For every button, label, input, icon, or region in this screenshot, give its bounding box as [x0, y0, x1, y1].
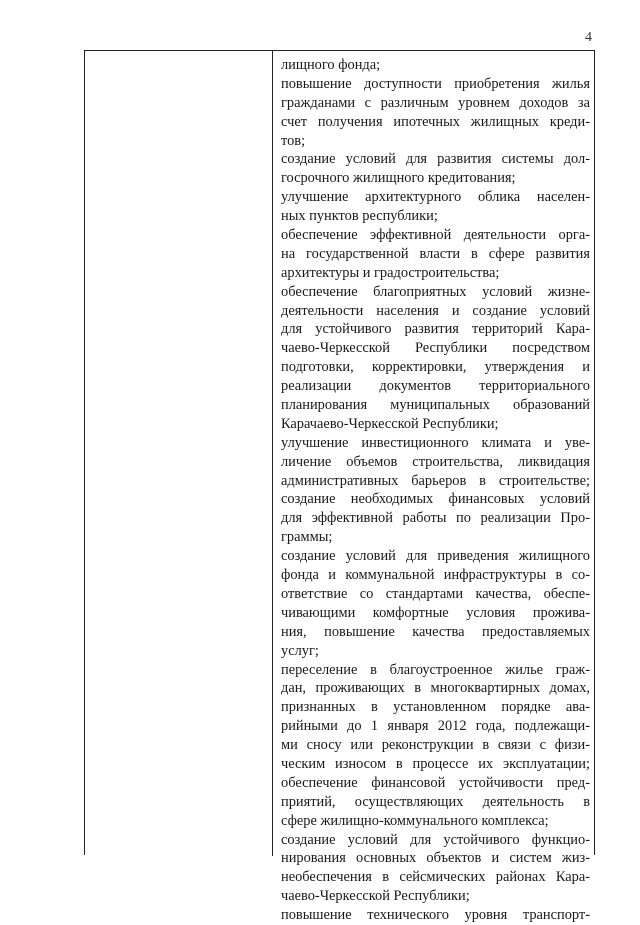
text-line: личение объемов строительства, ликвидация	[281, 453, 590, 470]
text-line: реализации документов территориального	[281, 378, 590, 395]
text-line: чаево-Черкесской Республики;	[281, 888, 470, 905]
text-line: ми сносу или реконструкции в связи с физи-	[281, 737, 590, 754]
text-line: переселение в благоустроенное жилье граж-	[281, 661, 590, 678]
text-line: чивающими комфортные условия прожива-	[281, 604, 590, 621]
text-line: создание условий для развития системы дол-	[281, 151, 590, 168]
text-line: ответствие со стандартами качества, обеспе-	[281, 585, 590, 602]
text-line: приятий, осуществляющих деятельность в	[281, 793, 590, 810]
text-line: ческим износом в процессе их эксплуатации;	[281, 755, 590, 772]
text-line: обеспечение благоприятных условий жизне-	[281, 283, 590, 300]
text-line: подготовки, корректировки, утверждения и	[281, 359, 590, 376]
text-line: обеспечение эффективной деятельности орга-	[281, 227, 590, 244]
text-line: создание необходимых финансовых условий	[281, 491, 590, 508]
text-line: деятельности населения и создание условий	[281, 302, 590, 319]
text-line: создание условий для устойчивого функцио-	[281, 831, 590, 848]
text-line: гражданами с различным уровнем доходов за	[281, 94, 590, 111]
text-line: повышение технического уровня транспорт-	[281, 907, 590, 924]
text-line: ных пунктов республики;	[281, 208, 438, 225]
text-line: Карачаево-Черкесской Республики;	[281, 415, 499, 432]
text-line: нирования основных объектов и систем жиз-	[281, 850, 590, 867]
text-line: административных барьеров в строительстве;	[281, 472, 590, 489]
text-line: фонда и коммунальной инфраструктуры в со-	[281, 567, 590, 584]
column-divider	[272, 51, 273, 856]
text-line: чаево-Черкесской Республики посредством	[281, 340, 590, 357]
text-line: для устойчивого развития территорий Кара-	[281, 321, 590, 338]
table-left-cell	[85, 51, 272, 856]
text-line: признанных в установленном порядке ава-	[281, 699, 590, 716]
text-line: повышение доступности приобретения жилья	[281, 75, 590, 92]
text-line: улучшение инвестиционного климата и уве-	[281, 434, 590, 451]
text-line: сфере жилищно-коммунального комплекса;	[281, 812, 549, 829]
text-line: услуг;	[281, 642, 319, 659]
text-line: счет получения ипотечных жилищных креди-	[281, 113, 590, 130]
text-line: для эффективной работы по реализации Про-	[281, 510, 590, 527]
text-line: ния, повышение качества предоставляемых	[281, 623, 590, 640]
document-table	[84, 50, 595, 924]
text-line: рийными до 1 января 2012 года, подлежащи-	[281, 718, 590, 735]
text-line: дан, проживающих в многоквартирных домах,	[281, 680, 590, 697]
text-line: архитектуры и градостроительства;	[281, 264, 500, 281]
text-line: планирования муниципальных образований	[281, 397, 590, 414]
text-line: улучшение архитектурного облика населен-	[281, 189, 590, 206]
text-line: тов;	[281, 132, 306, 149]
table-right-cell	[281, 56, 590, 925]
text-line: госрочного жилищного кредитования;	[281, 170, 516, 187]
text-line: создание условий для приведения жилищного	[281, 548, 590, 565]
page-number: 4	[585, 30, 592, 45]
text-line: обеспечение финансовой устойчивости пред-	[281, 774, 590, 791]
text-line: граммы;	[281, 529, 333, 546]
text-line: необеспечения в сейсмических районах Кара-	[281, 869, 590, 886]
text-line: на государственной власти в сфере развития	[281, 245, 590, 262]
text-line: лищного фонда;	[281, 57, 381, 73]
